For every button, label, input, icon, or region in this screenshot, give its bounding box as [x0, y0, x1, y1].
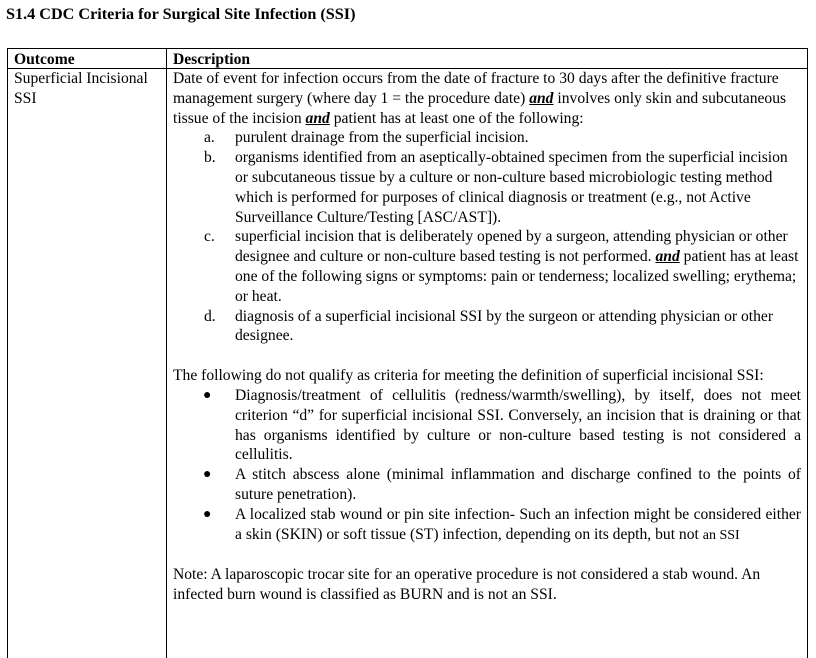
criteria-text: organisms identified from an aseptically-obtained specimen from the superficial incision or subcutaneous tissue by a culture or non-culture based microbiologic testing method which is performed for purposes of clinical diagnosis or treatment (e.g., not Active Surveillance Culture/Testing [ASC/AST]).: [235, 149, 788, 226]
criteria-item: [173, 307, 801, 347]
bullet-icon: ●: [203, 506, 212, 522]
note-paragraph: Note: A laparoscopic trocar site for an operative procedure is not considered a stab wound. An infected burn wound is classified as BURN and is not an SSI.: [173, 566, 761, 604]
bullet-icon: ●: [203, 387, 212, 403]
exclusion-text: A localized stab wound or pin site infection- Such an infection might be considered either a skin (SKIN) or soft tissue (ST) infection, depending on its depth, but not: [235, 505, 801, 543]
description-cell: [173, 69, 801, 605]
intro-text-3: patient has at least one of the following:: [333, 109, 584, 127]
intro-text-1: Date of event for infection occurs from the date of fracture to 30 days after the definitive fracture management surgery (where day 1 = the procedure date): [173, 70, 779, 107]
exclusion-item: [173, 505, 801, 546]
criteria-text: purulent drainage from the superficial incision.: [235, 129, 529, 147]
exclusion-text: Diagnosis/treatment of cellulitis (redness/warmth/swelling), by itself, does not meet criterion “d” for superficial incisional SSI. Conversely, an incision that is draining or that has organisms identified by culture or non-culture based testing is not considered a cellulitis.: [235, 386, 801, 464]
intro-text-2: involves only skin and subcutaneous tissue of the incision: [173, 89, 787, 127]
exclusion-text: A stitch abscess alone (minimal inflammation and discharge confined to the points of suture penetration).: [235, 466, 801, 503]
intro-keyword-2: and: [305, 109, 330, 127]
criteria-text: superficial incision that is deliberately opened by a surgeon, attending physician or other designee and culture or non-culture based testing is not performed.: [235, 228, 788, 266]
criteria-item: [173, 227, 801, 306]
exclusion-intro: The following do not qualify as criteria for meeting the definition of superficial incisional SSI:: [173, 367, 764, 385]
column-divider: [166, 49, 167, 658]
exclusion-item: [173, 386, 801, 465]
criteria-item: [173, 128, 801, 148]
outcome-cell: Superficial Incisional SSI: [14, 70, 148, 107]
criteria-marker: d.: [204, 307, 216, 325]
spacer: [173, 346, 801, 366]
criteria-table: [7, 48, 808, 658]
bullet-icon: ●: [203, 467, 212, 483]
spacer: [173, 545, 801, 565]
criteria-text: diagnosis of a superficial incisional SSI by the surgeon or attending physician or other designee.: [235, 307, 774, 345]
criteria-text: patient has at least one of the following signs or symptoms: pain or tenderness; localized swelling; erythema; or heat.: [235, 248, 799, 305]
intro-paragraph: [173, 69, 801, 128]
criteria-list: [173, 128, 801, 346]
criteria-marker: c.: [204, 228, 215, 246]
section-title: S1.4 CDC Criteria for Surgical Site Infection (SSI): [6, 5, 356, 23]
header-outcome: Outcome: [14, 51, 75, 68]
criteria-marker: b.: [204, 149, 216, 167]
exclusion-list: [173, 386, 801, 545]
exclusion-tail: an SSI: [702, 527, 740, 543]
criteria-item: [173, 148, 801, 227]
header-description: Description: [173, 51, 251, 68]
intro-keyword-1: and: [529, 89, 554, 107]
criteria-marker: a.: [204, 129, 215, 147]
criteria-keyword: and: [655, 248, 680, 266]
exclusion-item: [173, 465, 801, 505]
